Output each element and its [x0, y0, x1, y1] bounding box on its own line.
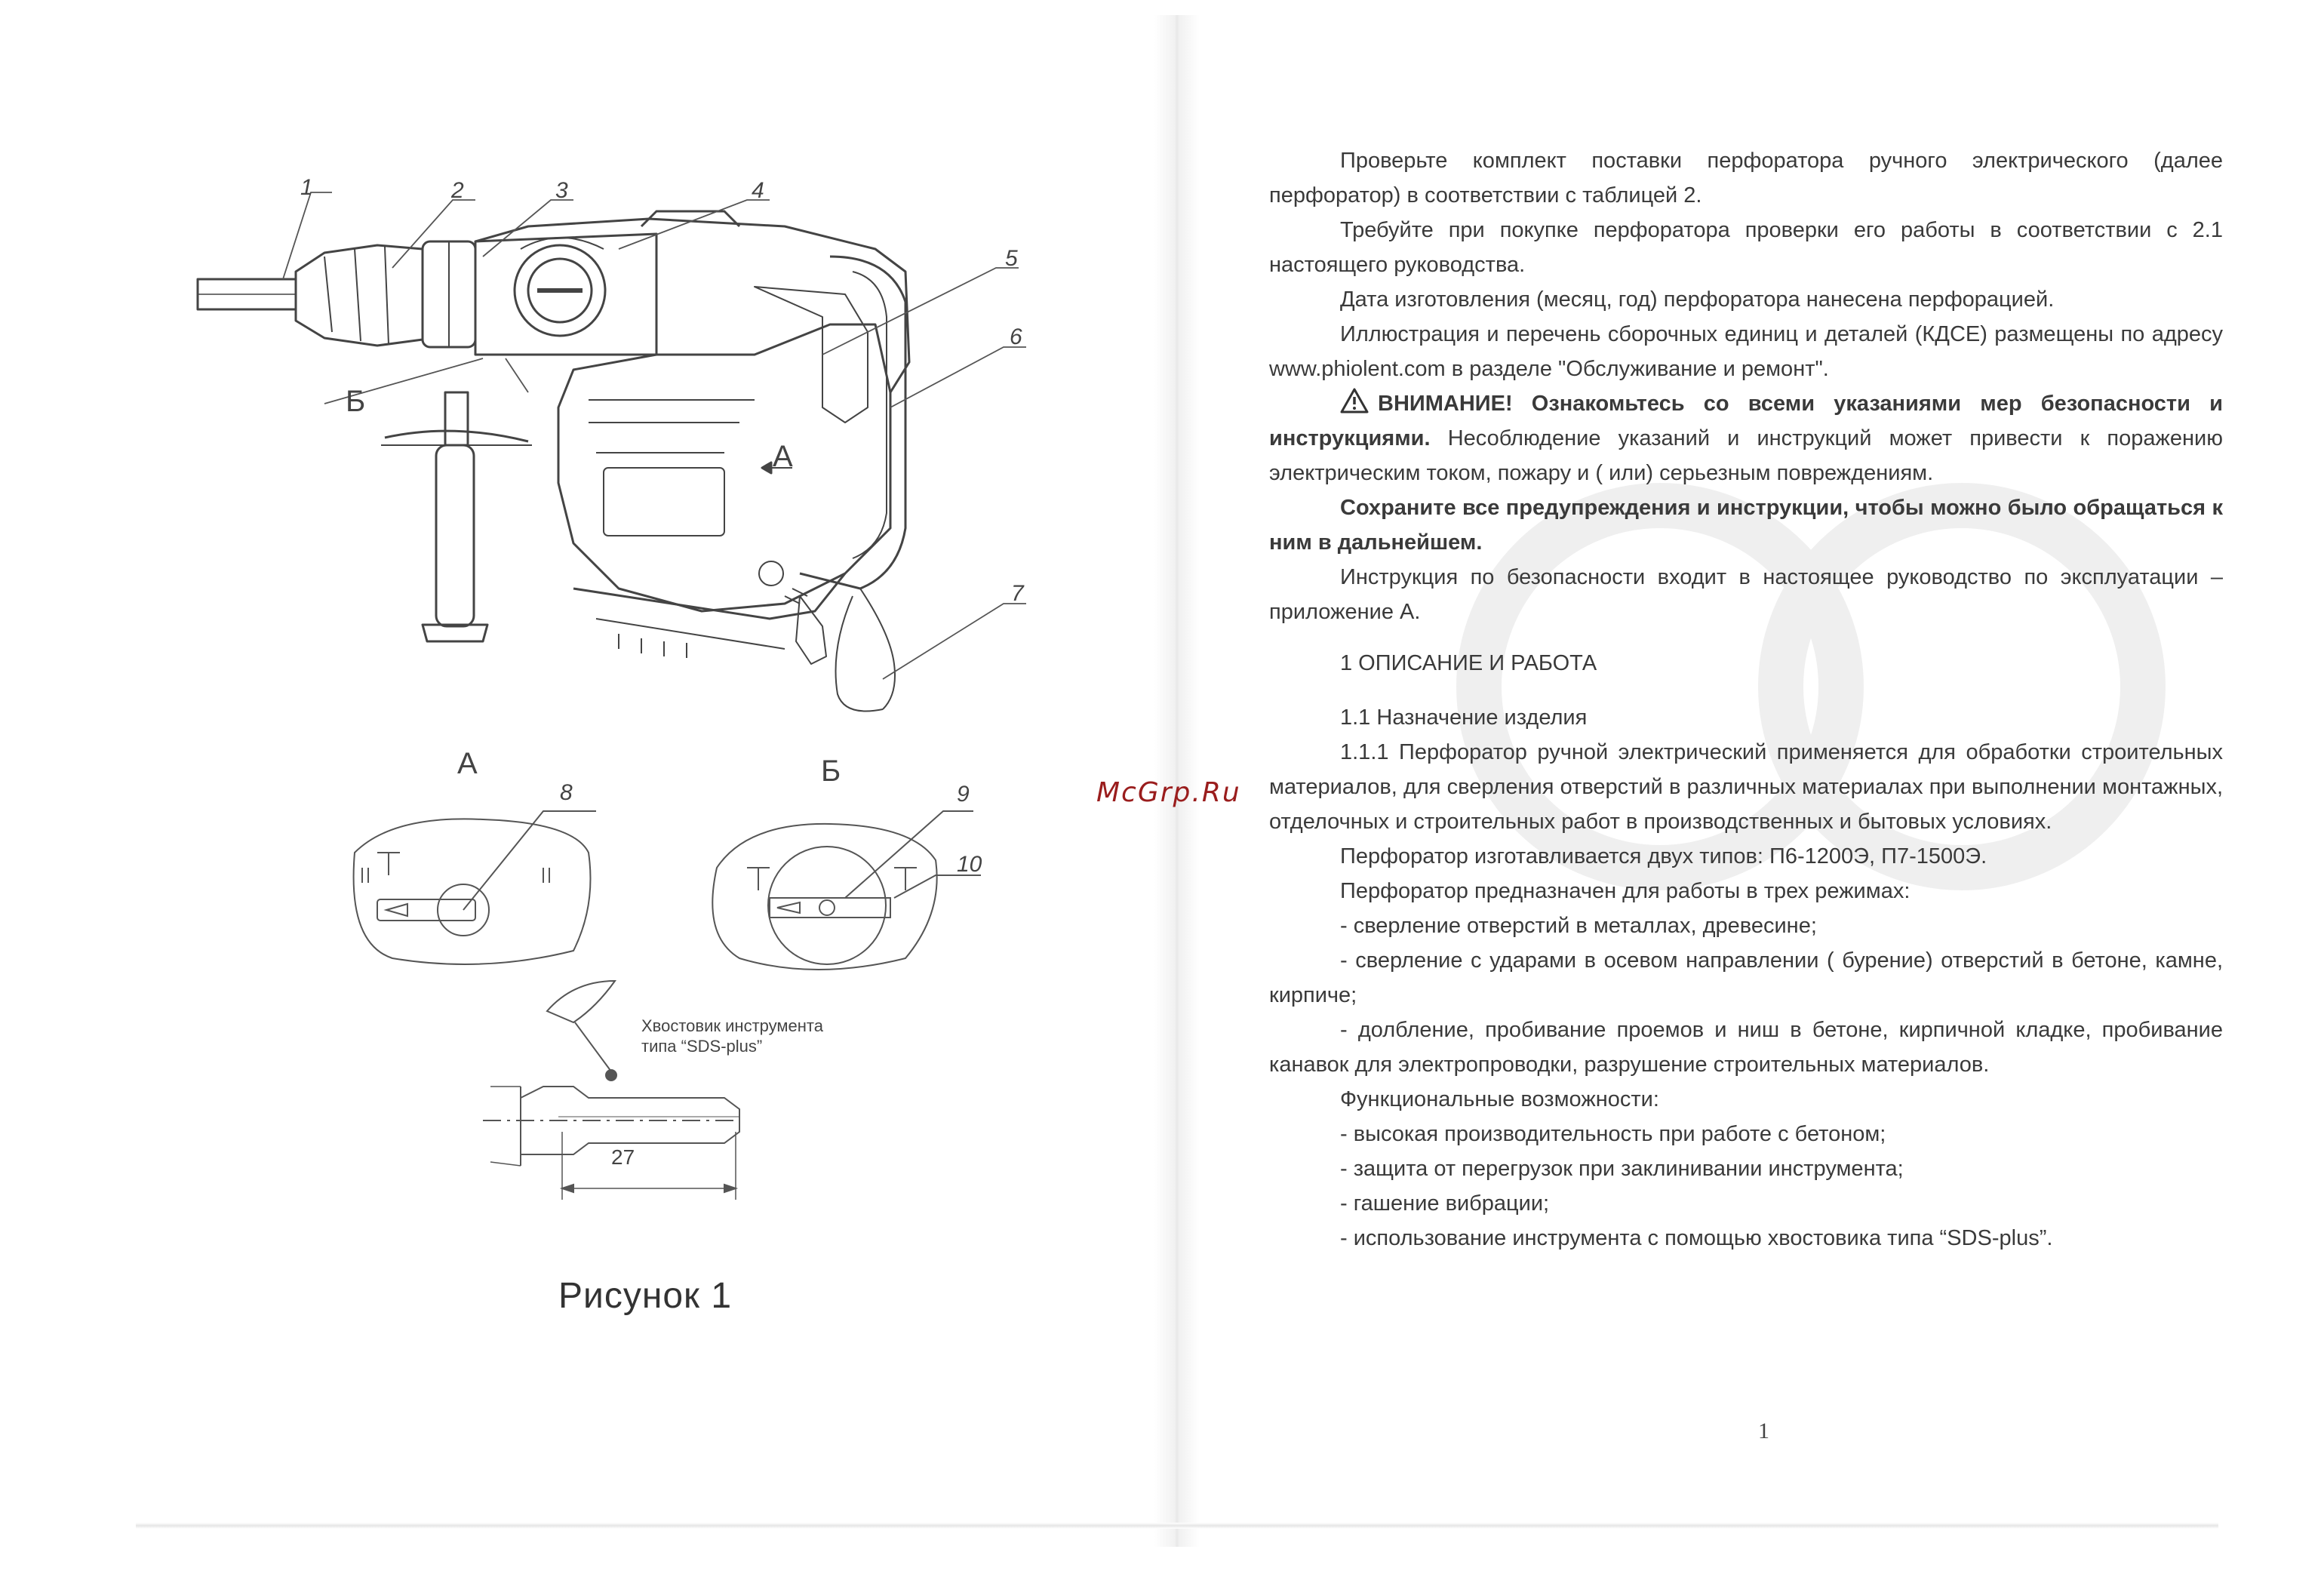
- warning-paragraph: [1269, 386, 2223, 490]
- arrow-label-a: А: [773, 440, 793, 473]
- keep-instructions: Сохраните все предупреждения и инструкции, чтобы можно было обращаться к ним в дальнейшем.: [1269, 496, 2223, 555]
- purpose-paragraph: 1.1.1 Перфоратор ручной электрический применяется для обработки строительных материалов, для сверления отверстий в различных материалах при выполнении монтажных, отделочных и строительных работ в производственных и бытовых условиях.: [1269, 740, 2223, 834]
- safety-appendix: Инструкция по безопасности входит в настоящее руководство по эксплуатации – приложение А.: [1269, 565, 2223, 624]
- mode-item: - сверление с ударами в осевом направлении ( бурение) отверстий в бетоне, камне, кирпиче;: [1269, 948, 2223, 1007]
- mode-item: - сверление отверстий в металлах, древесине;: [1340, 914, 1817, 938]
- dimension-label: 27: [611, 1145, 635, 1169]
- view-label-a: А: [457, 747, 478, 780]
- paragraph-date: Дата изготовления (месяц, год) перфоратора нанесена перфорацией.: [1340, 287, 2055, 312]
- feature-item: - использование инструмента с помощью хвостовика типа “SDS-plus”.: [1340, 1226, 2053, 1250]
- paragraph-check: Требуйте при покупке перфоратора проверки его работы в соответствии с 2.1 настоящего руководства.: [1269, 218, 2223, 277]
- callout-10: 10: [957, 852, 982, 877]
- right-page: [1207, 0, 2324, 1580]
- mode-item: - долбление, пробивание проемов и ниш в бетоне, кирпичной кладке, пробивание канавок для электропроводки, разрушение строительных материалов.: [1269, 1018, 2223, 1077]
- callout-8: 8: [560, 780, 573, 805]
- feature-item: - гашение вибрации;: [1340, 1191, 1550, 1216]
- section-label-b: Б: [346, 385, 366, 418]
- shank-note-line1: Хвостовик инструмента: [641, 1016, 823, 1035]
- section-heading: 1 ОПИСАНИЕ И РАБОТА: [1340, 651, 1597, 675]
- view-label-b: Б: [821, 755, 841, 788]
- paragraph-illustration: Иллюстрация и перечень сборочных единиц и деталей (КДСЕ) размещены по адресу www.phiolent.com в разделе "Обслуживание и ремонт".: [1269, 322, 2223, 381]
- callout-2: 2: [451, 178, 464, 203]
- callout-4: 4: [752, 178, 764, 203]
- callout-5: 5: [1005, 246, 1018, 271]
- callout-9: 9: [957, 782, 970, 807]
- paragraph-package: Проверьте комплект поставки перфоратора ручного электрического (далее перфоратор) в соответствии с таблицей 2.: [1269, 149, 2223, 207]
- shank-note: [641, 1016, 823, 1056]
- types-paragraph: Перфоратор изготавливается двух типов: П6-1200Э, П7-1500Э.: [1340, 844, 1987, 868]
- callout-1: 1: [300, 175, 313, 200]
- callout-7: 7: [1011, 581, 1024, 606]
- figure-caption: Рисунок 1: [558, 1276, 733, 1316]
- warning-rest: Несоблюдение указаний и инструкций может привести к поражению электрическим током, пожару и ( или) серьезным повреждениям.: [1269, 426, 2223, 485]
- shank-note-line2: типа “SDS-plus”: [641, 1037, 763, 1056]
- subsection-heading: 1.1 Назначение изделия: [1340, 705, 1588, 730]
- text-column: [1269, 143, 2223, 1256]
- feature-item: - высокая производительность при работе с бетоном;: [1340, 1122, 1886, 1146]
- page-number: 1: [1758, 1419, 1769, 1443]
- watermark: McGrp.Ru: [1096, 777, 1241, 808]
- warning-triangle-icon: [1340, 388, 1369, 413]
- callout-3: 3: [555, 178, 568, 203]
- modes-intro: Перфоратор предназначен для работы в трех режимах:: [1340, 879, 1911, 903]
- callout-6: 6: [1010, 324, 1022, 349]
- features-intro: Функциональные возможности:: [1340, 1087, 1659, 1111]
- warning-bold: ВНИМАНИЕ! Ознакомьтесь со всеми указаниями мер безопасности и инструкциями.: [1269, 392, 2223, 450]
- feature-item: - защита от перегрузок при заклинивании инструмента;: [1340, 1157, 1904, 1181]
